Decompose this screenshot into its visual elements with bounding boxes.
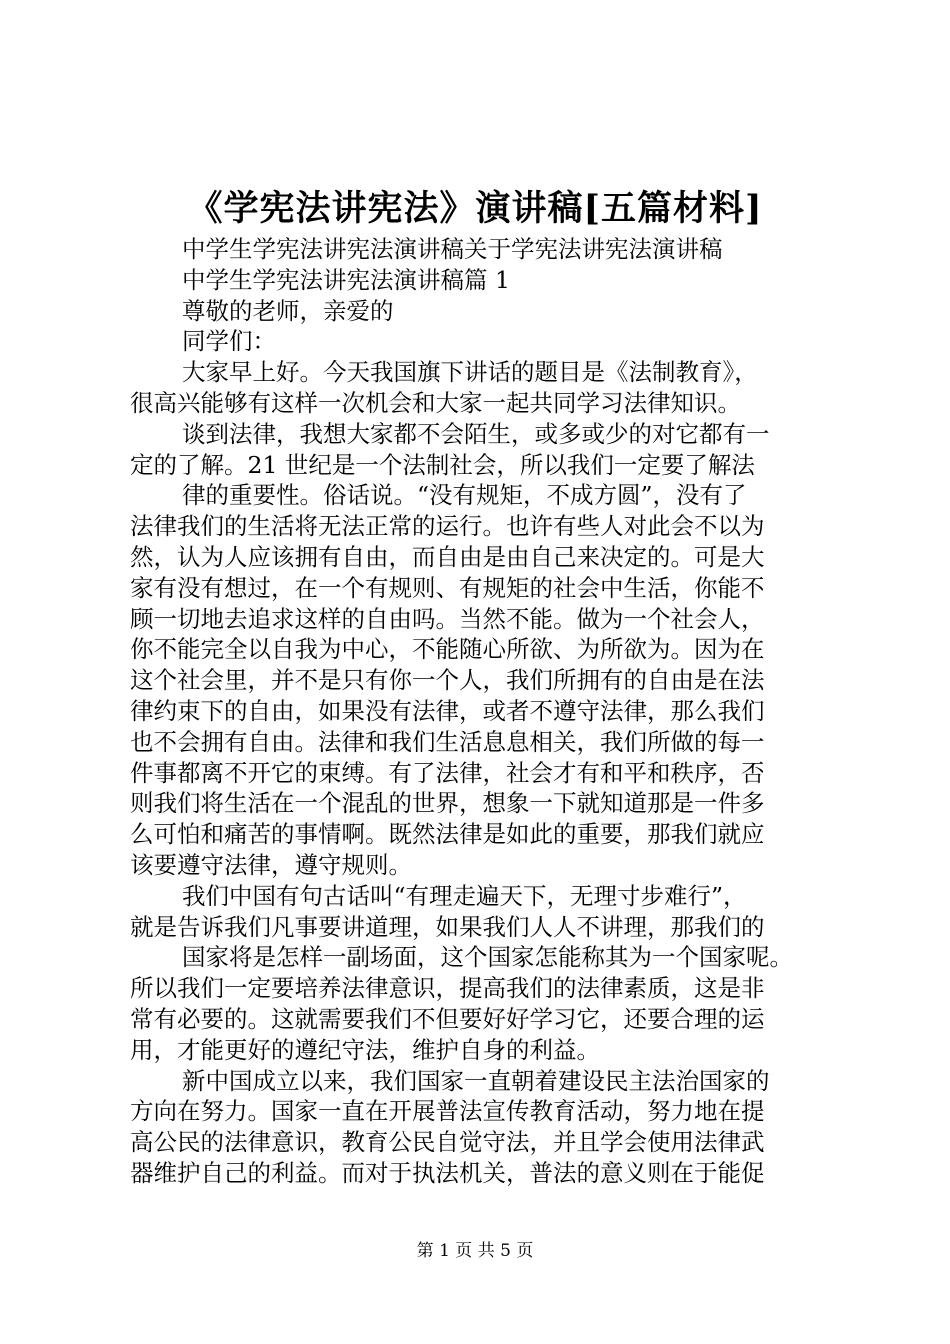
text-line: 常有必要的。这就需要我们不但要好好学习它，还要合理的运 [130, 1004, 765, 1033]
text-line: 这个社会里，并不是只有你一个人，我们所拥有的自由是在法 [130, 666, 765, 695]
text-line: 家有没有想过，在一个有规则、有规矩的社会中生活，你能不 [130, 573, 765, 602]
text-line: 然，认为人应该拥有自由，而自由是由自己来决定的。可是大 [130, 542, 765, 571]
text-line: 你不能完全以自我为中心，不能随心所欲、为所欲为。因为在 [130, 635, 765, 664]
text-line: 顾一切地去追求这样的自由吗。当然不能。做为一个社会人， [130, 604, 765, 633]
text-line: 中学生学宪法讲宪法演讲稿关于学宪法讲宪法演讲稿 [182, 235, 723, 263]
text-line: 尊敬的老师，亲爱的 [182, 296, 394, 325]
text-line: 中学生学宪法讲宪法演讲稿篇 1 [182, 265, 510, 294]
document-title: 《学宪法讲宪法》演讲稿[五篇材料] [187, 188, 763, 229]
document-body [130, 234, 830, 1189]
text-line: 器维护自己的利益。而对于执法机关，普法的意义则在于能促 [130, 1158, 765, 1187]
text-line: 谈到法律，我想大家都不会陌生，或多或少的对它都有一 [182, 419, 770, 448]
text-line: 就是告诉我们凡事要讲道理，如果我们人人不讲理，那我们的 [130, 912, 765, 941]
text-line: 所以我们一定要培养法律意识，提高我们的法律素质，这是非 [130, 974, 765, 1003]
text-line: 件事都离不开它的束缚。有了法律，社会才有和平和秩序，否 [130, 758, 765, 787]
text-line: 新中国成立以来，我们国家一直朝着建设民主法治国家的 [182, 1066, 770, 1095]
page-footer: 第 1 页 共 5 页 [416, 1241, 534, 1261]
text-line: 该要遵守法律，遵守规则。 [130, 850, 412, 879]
text-line: 么可怕和痛苦的事情啊。既然法律是如此的重要，那我们就应 [130, 820, 765, 849]
text-line: 国家将是怎样一副场面，这个国家怎能称其为一个国家呢。 [182, 943, 793, 972]
text-line: 则我们将生活在一个混乱的世界，想象一下就知道那是一件多 [130, 789, 765, 818]
text-line: 高公民的法律意识，教育公民自觉守法，并且学会使用法律武 [130, 1128, 765, 1157]
text-line: 律的重要性。俗话说。“没有规矩，不成方圆”，没有了 [182, 481, 747, 510]
text-line: 大家早上好。今天我国旗下讲话的题目是《法制教育》， [182, 358, 758, 387]
text-line: 也不会拥有自由。法律和我们生活息息相关，我们所做的每一 [130, 727, 765, 756]
text-line: 法律我们的生活将无法正常的运行。也许有些人对此会不以为 [130, 512, 765, 541]
text-line: 律约束下的自由，如果没有法律，或者不遵守法律，那么我们 [130, 696, 765, 725]
text-line: 定的了解。21 世纪是一个法制社会，所以我们一定要了解法 [130, 450, 755, 479]
text-line: 同学们： [182, 327, 276, 356]
text-line: 方向在努力。国家一直在开展普法宣传教育活动，努力地在提 [130, 1097, 765, 1126]
text-line: 很高兴能够有这样一次机会和大家一起共同学习法律知识。 [130, 388, 741, 417]
text-line: 我们中国有句古话叫“有理走遍天下，无理寸步难行”， [182, 881, 747, 910]
text-line: 用，才能更好的遵纪守法，维护自身的利益。 [130, 1035, 600, 1064]
